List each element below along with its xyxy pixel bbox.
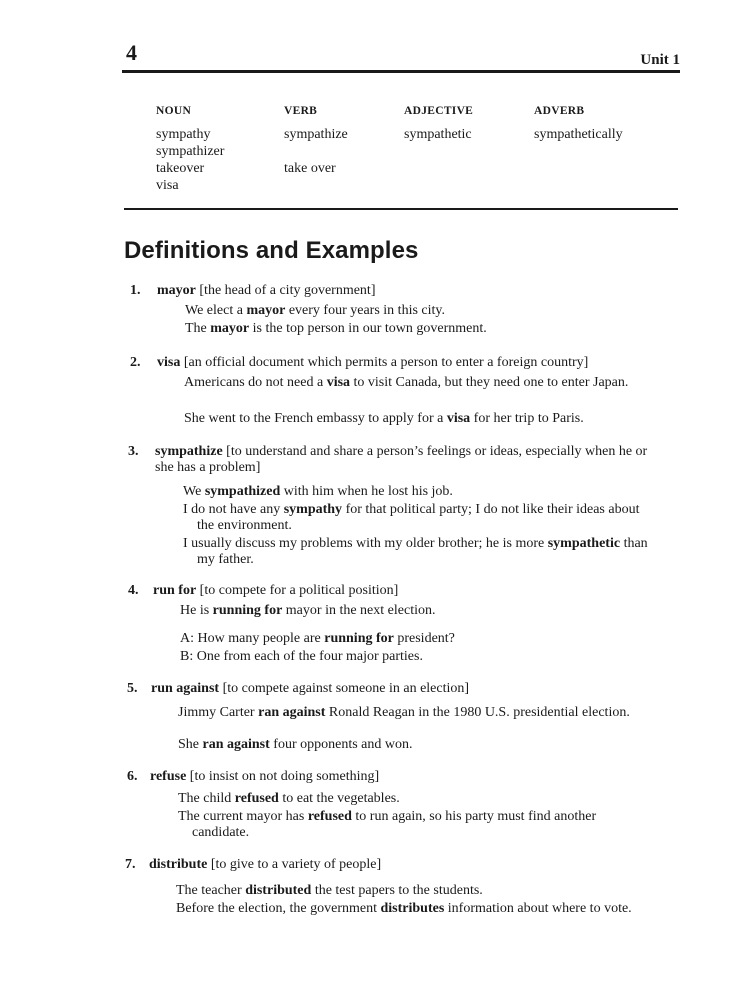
unit-label: Unit 1 [640,52,680,68]
verb-column [284,103,348,177]
entry-term: run for [153,583,197,598]
example-text: I usually discuss my problems with my older brother; he is more [183,536,548,551]
header-rule [122,70,680,73]
entry-number: 5. [127,681,138,696]
example-text: than my father. [197,536,648,567]
highlighted-term: sympathetic [547,536,621,551]
highlighted-term: distributed [245,883,312,898]
example-sentence [176,901,666,917]
table-rule [124,208,678,210]
example-sentence [184,411,674,427]
adverb-column [534,103,623,143]
highlighted-term: running for [324,631,394,646]
highlighted-term: running for [212,603,283,618]
example-text: We elect a [185,303,247,318]
example-text: She went to the French embassy to apply for a [184,411,447,426]
example-text: The teacher [176,883,246,898]
example-text: Ronald Reagan in the 1980 U.S. presidential election. [325,705,630,720]
entry-term: refuse [150,769,187,784]
highlighted-term: ran against [202,737,270,752]
highlighted-term: ran against [258,705,326,720]
entry-number: 3. [128,444,139,459]
example-sentence [183,502,658,534]
column-heading: VERB [284,105,318,117]
example-text: B: One from each of the four major parties. [180,649,423,664]
column-heading: ADVERB [534,105,585,117]
example-text: to visit Canada, but they need one to enter Japan. [350,375,629,390]
word-form [284,143,348,160]
example-text: the test papers to the students. [311,883,483,898]
entry-gloss: [the head of a city government] [195,283,376,298]
example-text: Americans do not need a [184,375,327,390]
highlighted-term: visa [326,375,351,390]
entry-gloss: [to compete for a political position] [196,583,399,598]
entry-definition [153,583,573,599]
entry-term: mayor [157,283,196,298]
noun-column [156,103,224,194]
example-text: He is [180,603,213,618]
entry-gloss: [to insist on not doing something] [186,769,380,784]
example-text: with him when he lost his job. [280,484,453,499]
example-sentence [180,631,650,647]
example-text: to run again, so his party must find another candidate. [192,809,597,840]
example-sentence [183,484,658,500]
entry-definition [149,857,569,873]
example-text: information about where to vote. [444,901,632,916]
entry-number: 1. [130,283,141,298]
entry-gloss: [an official document which permits a person to enter a foreign country] [180,355,589,370]
example-text: The child [178,791,235,806]
example-sentence [178,809,648,841]
example-sentence [180,603,650,619]
word-form: takeover [156,161,205,176]
entry-definition [150,769,570,785]
example-sentence [183,536,658,568]
word-form: sympathetically [534,127,623,142]
example-sentence [178,737,653,753]
entry-number: 7. [125,857,136,872]
highlighted-term: mayor [210,321,250,336]
example-text: Jimmy Carter [178,705,259,720]
adjective-column [404,103,473,143]
column-heading: NOUN [156,105,192,117]
entry-number: 6. [127,769,138,784]
entry-term: visa [157,355,181,370]
example-text: is the top person in our town government. [249,321,487,336]
entry-gloss: [to understand and share a person’s feelings or ideas, especially when he or she has a problem] [155,444,648,475]
example-text: to eat the vegetables. [278,791,400,806]
example-text: for her trip to Paris. [470,411,584,426]
entry-gloss: [to give to a variety of people] [207,857,382,872]
entry-number: 2. [130,355,141,370]
highlighted-term: sympathy [283,502,343,517]
example-text: for that political party; I do not like their ideas about the environment. [197,502,640,533]
example-text: A: How many people are [180,631,325,646]
example-sentence [178,791,648,807]
example-sentence [185,321,655,337]
column-heading: ADJECTIVE [404,105,474,117]
highlighted-term: sympathized [204,484,281,499]
example-text: four opponents and won. [269,737,413,752]
example-text: She [178,737,203,752]
example-sentence [176,883,666,899]
highlighted-term: visa [446,411,471,426]
word-form: sympathetic [404,127,472,142]
highlighted-term: refused [234,791,279,806]
entry-term: run against [151,681,220,696]
example-text: Before the election, the government [176,901,381,916]
entry-definition [157,355,677,371]
example-sentence [180,649,650,665]
entry-term: sympathize [155,444,223,459]
highlighted-term: mayor [246,303,286,318]
example-text: I do not have any [183,502,284,517]
entry-term: distribute [149,857,208,872]
example-sentence [185,303,655,319]
highlighted-term: distributes [380,901,445,916]
example-text: president? [393,631,455,646]
example-text: every four years in this city. [285,303,445,318]
entry-number: 4. [128,583,139,598]
example-text: The [185,321,211,336]
example-text: mayor in the next election. [282,603,436,618]
word-form: visa [156,178,179,193]
highlighted-term: refused [307,809,352,824]
page-number: 4 [126,40,137,65]
word-form: sympathize [284,127,348,142]
example-text: We [183,484,205,499]
example-sentence [184,375,674,391]
entry-definition [151,681,571,697]
example-text: The current mayor has [178,809,308,824]
section-heading: Definitions and Examples [124,237,419,264]
example-sentence [178,705,653,721]
entry-definition [155,444,655,476]
entry-gloss: [to compete against someone in an election] [219,681,470,696]
word-form: take over [284,161,336,176]
word-form: sympathy [156,127,211,142]
entry-definition [157,283,577,299]
word-form: sympathizer [156,144,225,159]
